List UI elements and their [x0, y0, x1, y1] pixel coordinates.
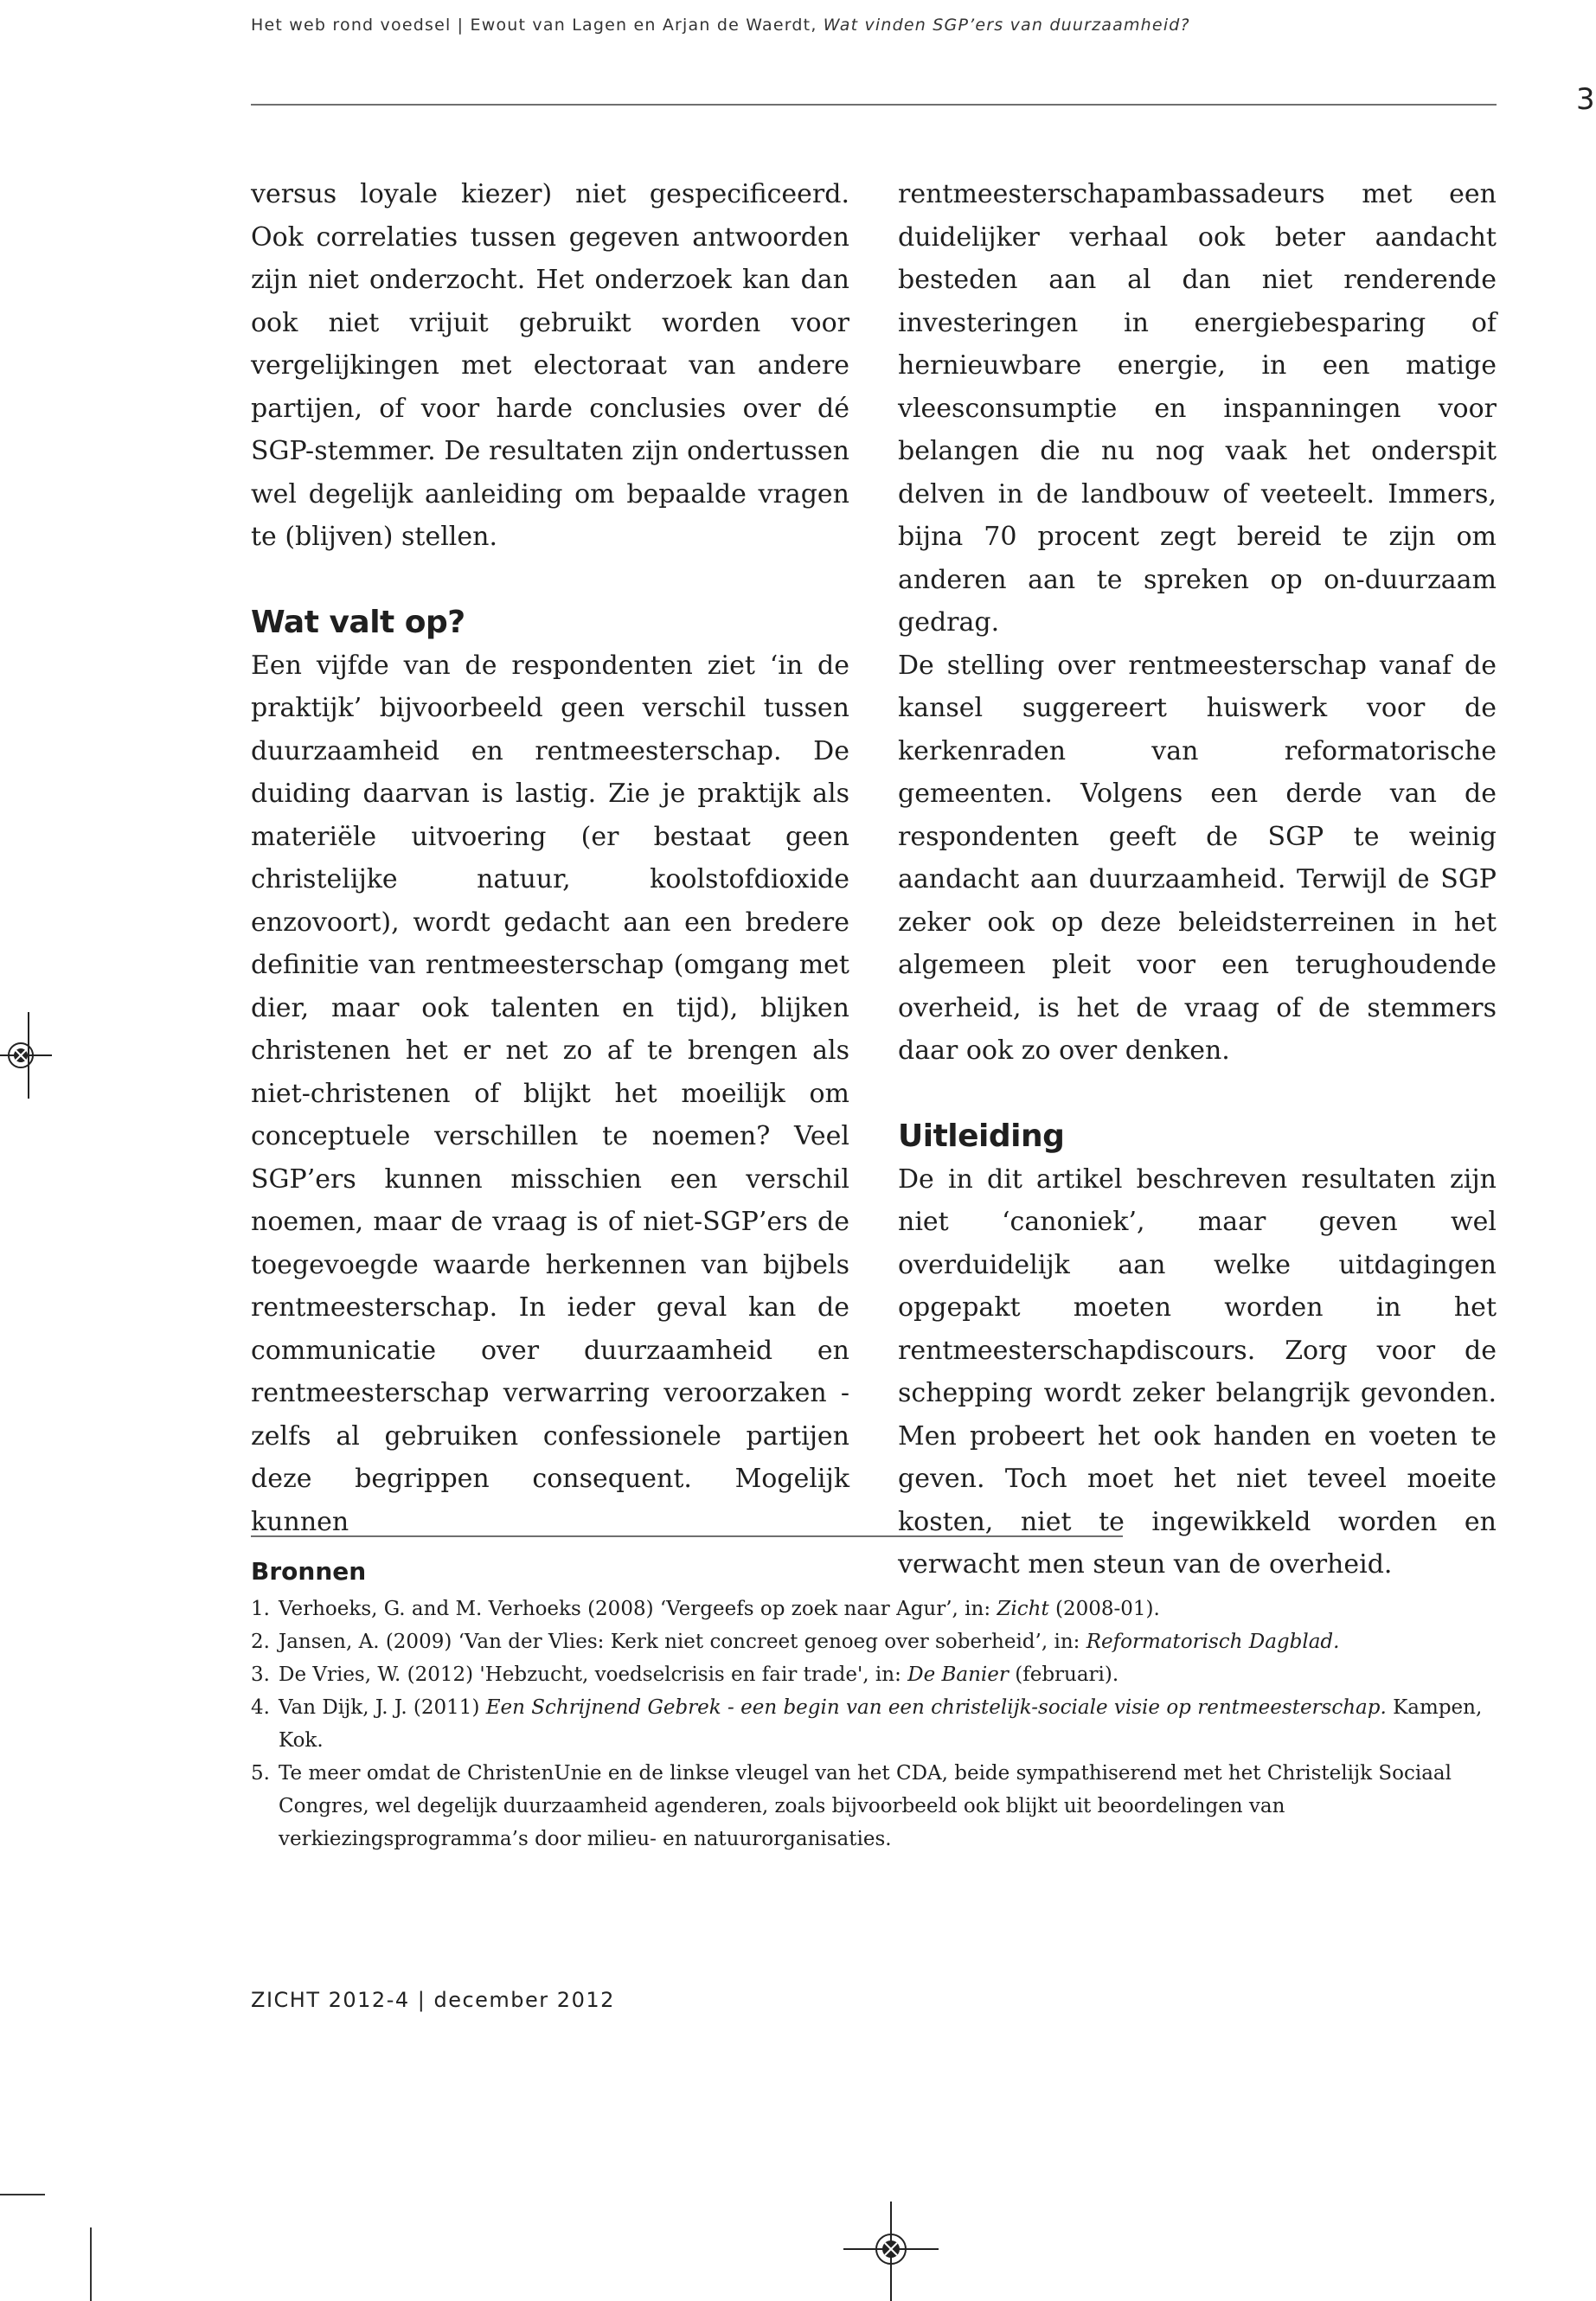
source-item: 3. De Vries, W. (2012) 'Hebzucht, voedselcrisis en fair trade', in: De Banier (februari).: [251, 1663, 1119, 1686]
running-header: [251, 16, 1497, 35]
crop-mark: [90, 2227, 92, 2301]
right-column: [898, 173, 1497, 1586]
sources-section: [251, 1554, 1497, 1856]
right-paragraph-3: De in dit artikel beschreven resultaten zijn niet ‘canoniek’, maar geven wel overduidelijk aan welke uitdagingen opgepakt moeten worden in het rentmeesterschapdiscours. Zorg voor de schepping wordt zeker belangrijk gevonden. Men probeert het ook handen en voeten te geven. Toch moet het niet teveel moeite kosten, niet te ingewikkeld worden en verwacht men steun van de overheid.: [898, 1163, 1497, 1580]
page-number: 3: [1576, 82, 1595, 117]
sources-list: [251, 1593, 1497, 1856]
left-paragraph-2: Een vijfde van de respondenten ziet ‘in de praktijk’ bijvoorbeeld geen verschil tussen duurzaamheid en rentmeesterschap. De duiding daarvan is lastig. Zie je praktijk als materiële uitvoering (er bestaat geen christelijke natuur, koolstofdioxide enzovoort), wordt gedacht aan een bredere definitie van rentmeesterschap (omgang met dier, maar ook talenten en tijd), blijken christenen het er net zo af te brengen als niet-christenen of blijkt het moeilijk om conceptuele verschillen te noemen? Veel SGP’ers kunnen misschien een verschil noemen, maar de vraag is of niet-SGP’ers de toegevoegde waarde herkennen van bijbels rentmeesterschap. In ieder geval kan de communicatie over duurzaamheid en rentmeesterschap verwarring veroorzaken - zelfs al gebruiken confessionele partijen deze begrippen consequent. Mogelijk kunnen: [251, 650, 849, 1537]
crop-mark: [0, 2194, 45, 2195]
left-column: [251, 173, 849, 1543]
source-item: 1. Verhoeks, G. and M. Verhoeks (2008) ‘Vergeefs op zoek naar Agur’, in: Zicht (2008-01).: [251, 1598, 1160, 1620]
left-paragraph-1: versus loyale kiezer) niet gespecificeerd. Ook correlaties tussen gegeven antwoorden zijn niet onderzocht. Het onderzoek kan dan ook niet vrijuit gebruikt worden voor vergelijkingen met electoraat van andere partijen, of voor harde conclusies over dé SGP-stemmer. De resultaten zijn ondertussen wel degelijk aanleiding om bepaalde vragen te (blijven) stellen.: [251, 179, 849, 552]
source-item: 5. Te meer omdat de ChristenUnie en de linkse vleugel van het CDA, beide sympathiserend met het Christelijk Sociaal Congres, wel degelijk duurzaamheid agenderen, zoals bijvoorbeeld ook blijkt uit beoordelingen van verkiezingsprogramma’s door milieu- en natuurorganisaties.: [251, 1762, 1452, 1850]
sources-rule: [251, 1535, 1123, 1537]
header-rule: [251, 104, 1497, 106]
registration-mark-icon: [843, 2202, 939, 2301]
right-paragraph-1: rentmeesterschapambassadeurs met een duidelijker verhaal ook beter aandacht besteden aan al dan niet renderende investeringen in energiebesparing of hernieuwbare energie, in een matige vleesconsumptie en inspanningen voor belangen die nu nog vaak het onderspit delven in de landbouw of veeteelt. Immers, bijna 70 procent zegt bereid te zijn om anderen aan te spreken op on-duurzaam gedrag.: [898, 179, 1497, 638]
right-paragraph-2: De stelling over rentmeesterschap vanaf de kansel suggereert huiswerk voor de kerkenraden van reformatorische gemeenten. Volgens een derde van de respondenten geeft de SGP te weinig aandacht aan duurzaamheid. Terwijl de SGP zeker ook op deze beleidsterreinen in het algemeen pleit voor een terughoudende overheid, is het de vraag of de stemmers daar ook zo over denken.: [898, 650, 1497, 1066]
section-heading-wat-valt-op: Wat valt op?: [251, 605, 465, 640]
sources-title: Bronnen: [251, 1557, 367, 1586]
footer-issue-line: ZICHT 2012-4 | december 2012: [251, 1988, 615, 2012]
section-heading-uitleiding: Uitleiding: [898, 1118, 1065, 1154]
source-item: 4. Van Dijk, J. J. (2011) Een Schrijnend Gebrek - een begin van een christelijk-sociale visie op rentmeesterschap. Kampen, Kok.: [251, 1696, 1483, 1752]
source-item: 2. Jansen, A. (2009) ‘Van der Vlies: Kerk niet concreet genoeg over soberheid’, in: Reformatorisch Dagblad.: [251, 1631, 1340, 1653]
registration-mark-icon: [0, 1012, 52, 1099]
running-header-article-title: Wat vinden SGP’ers van duurzaamheid?: [823, 16, 1190, 35]
running-header-text: Het web rond voedsel | Ewout van Lagen en Arjan de Waerdt,: [251, 16, 824, 35]
